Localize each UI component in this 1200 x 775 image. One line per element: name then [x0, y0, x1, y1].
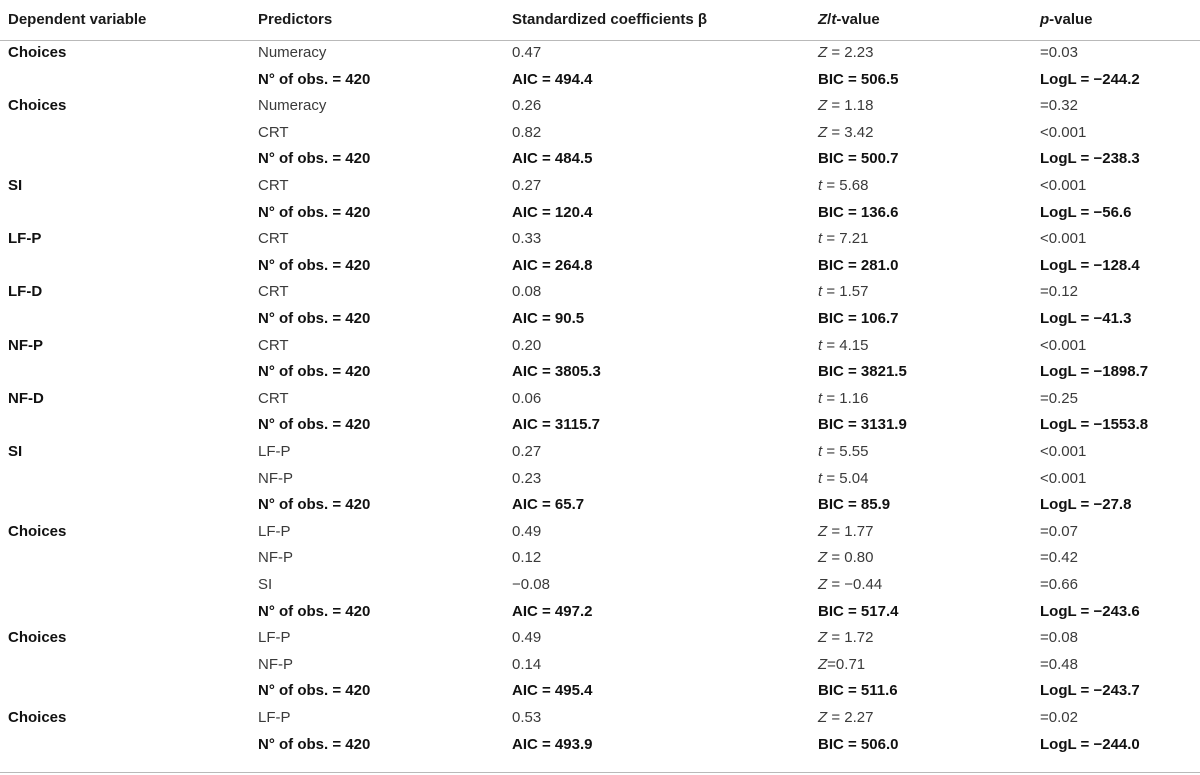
observations-cell: N° of obs. = 420 — [258, 70, 371, 88]
observations-cell: N° of obs. = 420 — [258, 496, 371, 514]
table-summary-row — [0, 599, 1200, 626]
dependent-variable-cell: Choices — [8, 522, 67, 540]
observations-cell: N° of obs. = 420 — [258, 416, 371, 434]
aic-cell: AIC = 90.5 — [512, 310, 585, 327]
statistic-cell: t = 5.68 — [818, 177, 869, 194]
observations-cell: N° of obs. = 420 — [258, 256, 371, 274]
loglikelihood-cell: LogL = −243.7 — [1040, 682, 1140, 700]
aic-cell: AIC = 65.7 — [512, 496, 585, 514]
coefficient-cell: 0.27 — [512, 443, 542, 460]
bic-cell: BIC = 500.7 — [818, 150, 899, 168]
dependent-variable-cell: SI — [8, 177, 23, 194]
aic-cell: AIC = 495.4 — [512, 682, 593, 700]
predictor-cell: LF-P — [258, 709, 291, 726]
table-row — [0, 439, 1200, 466]
table-row — [0, 93, 1200, 120]
coefficient-cell: 0.53 — [512, 709, 542, 726]
aic-cell: AIC = 493.9 — [512, 735, 593, 753]
coefficient-cell: 0.82 — [512, 123, 542, 141]
dependent-variable-cell: NF-D — [8, 389, 44, 407]
observations-cell: N° of obs. = 420 — [258, 203, 371, 221]
bic-cell: BIC = 281.0 — [818, 256, 899, 274]
table-summary-row — [0, 67, 1200, 94]
aic-cell: AIC = 120.4 — [512, 203, 593, 221]
loglikelihood-cell: LogL = −128.4 — [1040, 256, 1140, 274]
bic-cell: BIC = 506.0 — [818, 735, 899, 753]
coefficient-cell: 0.33 — [512, 230, 542, 248]
header-z-t-value: Z/t-value — [818, 11, 880, 28]
bic-cell: BIC = 136.6 — [818, 203, 899, 221]
table-summary-row — [0, 200, 1200, 227]
statistic-cell: Z = 0.80 — [818, 549, 874, 567]
table-row — [0, 705, 1200, 732]
statistic-cell: t = 7.21 — [818, 230, 869, 248]
dependent-variable-cell: Choices — [8, 97, 67, 115]
loglikelihood-cell: LogL = −27.8 — [1040, 496, 1132, 514]
table-row — [0, 625, 1200, 652]
p-value-cell: =0.12 — [1040, 283, 1078, 301]
table-row — [0, 279, 1200, 306]
aic-cell: AIC = 264.8 — [512, 256, 593, 274]
p-value-cell: <0.001 — [1040, 123, 1087, 141]
bic-cell: BIC = 3131.9 — [818, 416, 907, 434]
bic-cell: BIC = 506.5 — [818, 70, 899, 88]
dependent-variable-cell: LF-D — [8, 283, 43, 301]
coefficient-cell: 0.12 — [512, 549, 542, 567]
dependent-variable-cell: SI — [8, 443, 23, 460]
header-p-value: p-value — [1040, 11, 1093, 28]
predictor-cell: NF-P — [258, 469, 293, 487]
statistic-cell: Z = 1.18 — [818, 97, 874, 115]
predictor-cell: CRT — [258, 389, 289, 407]
p-value-cell: <0.001 — [1040, 443, 1087, 460]
predictor-cell: Numeracy — [258, 44, 327, 61]
header-dependent-variable: Dependent variable — [8, 11, 147, 28]
observations-cell: N° of obs. = 420 — [258, 735, 371, 753]
table-row — [0, 652, 1200, 679]
observations-cell: N° of obs. = 420 — [258, 150, 371, 168]
coefficient-cell: 0.49 — [512, 522, 542, 540]
predictor-cell: NF-P — [258, 549, 293, 567]
p-value-cell: <0.001 — [1040, 469, 1087, 487]
observations-cell: N° of obs. = 420 — [258, 682, 371, 700]
dependent-variable-cell: Choices — [8, 44, 67, 61]
p-value-cell: =0.48 — [1040, 655, 1078, 673]
p-value-cell: =0.08 — [1040, 629, 1078, 647]
aic-cell: AIC = 3115.7 — [512, 416, 600, 434]
predictor-cell: CRT — [258, 123, 289, 141]
statistic-cell: Z=0.71 — [818, 655, 866, 673]
statistic-cell: t = 4.15 — [818, 336, 869, 354]
table-summary-row — [0, 412, 1200, 439]
loglikelihood-cell: LogL = −244.2 — [1040, 70, 1140, 88]
bic-cell: BIC = 85.9 — [818, 496, 891, 514]
table-summary-row — [0, 253, 1200, 280]
dependent-variable-cell: NF-P — [8, 336, 43, 354]
table-row — [0, 173, 1200, 200]
p-value-cell: <0.001 — [1040, 177, 1087, 194]
aic-cell: AIC = 494.4 — [512, 70, 593, 88]
coefficient-cell: 0.23 — [512, 469, 542, 487]
coefficient-cell: 0.08 — [512, 283, 542, 301]
predictor-cell: LF-P — [258, 443, 291, 460]
coefficient-cell: 0.27 — [512, 177, 542, 194]
coefficient-cell: 0.14 — [512, 655, 542, 673]
statistic-cell: t = 1.57 — [818, 283, 869, 301]
loglikelihood-cell: LogL = −1553.8 — [1040, 416, 1149, 434]
predictor-cell: LF-P — [258, 522, 291, 540]
bic-cell: BIC = 106.7 — [818, 310, 899, 327]
predictor-cell: CRT — [258, 230, 289, 248]
table-bottom-rule — [0, 772, 1200, 773]
observations-cell: N° of obs. = 420 — [258, 363, 371, 381]
statistic-cell: Z = 1.77 — [818, 522, 874, 540]
p-value-cell: =0.03 — [1040, 44, 1078, 61]
predictor-cell: SI — [258, 576, 273, 593]
header-standardized-coefficients: Standardized coefficients β — [512, 11, 708, 28]
table-summary-row — [0, 306, 1200, 333]
predictor-cell: CRT — [258, 177, 289, 194]
predictor-cell: LF-P — [258, 629, 291, 647]
p-value-cell: =0.25 — [1040, 389, 1078, 407]
statistic-cell: Z = 2.23 — [818, 44, 874, 61]
table-summary-row — [0, 732, 1200, 759]
observations-cell: N° of obs. = 420 — [258, 310, 371, 327]
table-summary-row — [0, 492, 1200, 519]
statistic-cell: Z = 1.72 — [818, 629, 874, 647]
loglikelihood-cell: LogL = −243.6 — [1040, 602, 1140, 620]
loglikelihood-cell: LogL = −1898.7 — [1040, 363, 1149, 381]
statistic-cell: Z = 3.42 — [818, 123, 874, 141]
p-value-cell: =0.32 — [1040, 97, 1078, 115]
dependent-variable-cell: LF-P — [8, 230, 42, 248]
p-value-cell: =0.07 — [1040, 522, 1078, 540]
table-row — [0, 545, 1200, 572]
observations-cell: N° of obs. = 420 — [258, 602, 371, 620]
coefficient-cell: 0.49 — [512, 629, 542, 647]
coefficient-cell: 0.06 — [512, 389, 542, 407]
p-value-cell: <0.001 — [1040, 336, 1087, 354]
table-row — [0, 226, 1200, 253]
statistic-cell: t = 5.55 — [818, 443, 869, 460]
table-row — [0, 120, 1200, 147]
table-summary-row — [0, 146, 1200, 173]
coefficient-cell: 0.47 — [512, 44, 542, 61]
statistic-cell: t = 5.04 — [818, 469, 869, 487]
loglikelihood-cell: LogL = −56.6 — [1040, 203, 1132, 221]
predictor-cell: CRT — [258, 336, 289, 354]
header-predictors: Predictors — [258, 11, 333, 28]
predictor-cell: NF-P — [258, 655, 293, 673]
statistic-cell: t = 1.16 — [818, 389, 869, 407]
table-row — [0, 333, 1200, 360]
aic-cell: AIC = 497.2 — [512, 602, 593, 620]
table-row — [0, 40, 1200, 67]
p-value-cell: =0.66 — [1040, 576, 1078, 593]
aic-cell: AIC = 3805.3 — [512, 363, 601, 381]
dependent-variable-cell: Choices — [8, 629, 67, 647]
loglikelihood-cell: LogL = −41.3 — [1040, 310, 1132, 327]
table-summary-row — [0, 359, 1200, 386]
coefficient-cell: −0.08 — [512, 576, 550, 593]
bic-cell: BIC = 3821.5 — [818, 363, 907, 381]
table-row — [0, 386, 1200, 413]
loglikelihood-cell: LogL = −238.3 — [1040, 150, 1140, 168]
table-row — [0, 466, 1200, 493]
bic-cell: BIC = 517.4 — [818, 602, 899, 620]
loglikelihood-cell: LogL = −244.0 — [1040, 735, 1140, 753]
coefficient-cell: 0.20 — [512, 336, 542, 354]
predictor-cell: Numeracy — [258, 97, 327, 115]
p-value-cell: <0.001 — [1040, 230, 1087, 248]
statistic-cell: Z = 2.27 — [818, 709, 874, 726]
dependent-variable-cell: Choices — [8, 709, 67, 726]
coefficient-cell: 0.26 — [512, 97, 542, 115]
aic-cell: AIC = 484.5 — [512, 150, 593, 168]
predictor-cell: CRT — [258, 283, 289, 301]
table-row — [0, 572, 1200, 599]
table-row — [0, 519, 1200, 546]
p-value-cell: =0.02 — [1040, 709, 1078, 726]
table-header — [0, 0, 1200, 40]
table-summary-row — [0, 678, 1200, 705]
bic-cell: BIC = 511.6 — [818, 682, 898, 700]
statistic-cell: Z = −0.44 — [818, 576, 883, 593]
p-value-cell: =0.42 — [1040, 549, 1078, 567]
